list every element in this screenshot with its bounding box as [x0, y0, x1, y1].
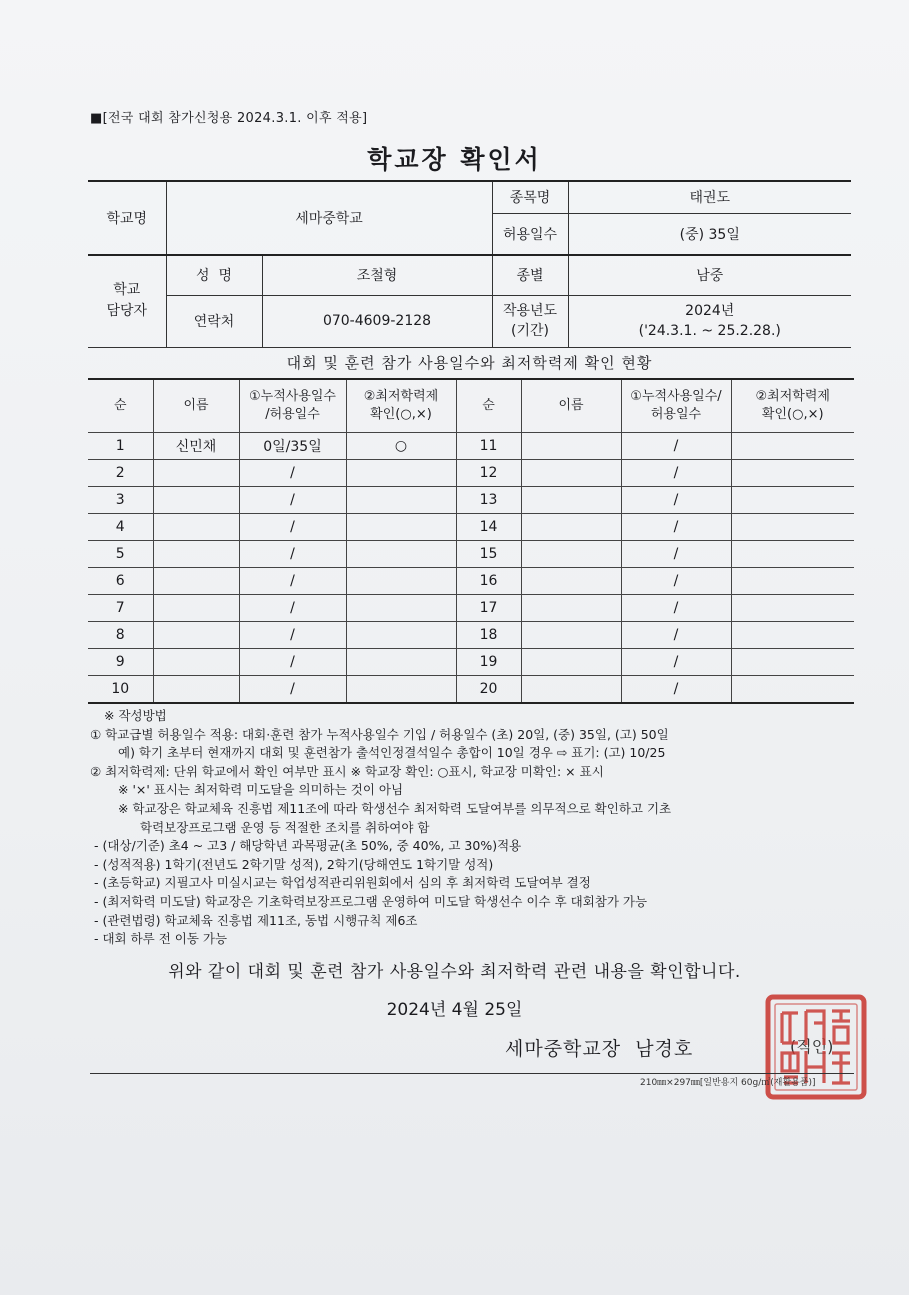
header-note: ■[전국 대회 참가신청용 2024.3.1. 이후 적용]: [90, 111, 368, 126]
row-number-right: 16: [456, 568, 521, 595]
academic-check: [346, 622, 456, 649]
name-value: 조철형: [262, 255, 492, 295]
used-days-right: /: [621, 622, 731, 649]
note-line: 예) 학기 초부터 현재까지 대회 및 훈련참가 출석인정결석일수 총합이 10일 경우 ⇨ 표기: (고) 10/25: [118, 745, 666, 761]
student-name: 신민채: [153, 433, 239, 460]
student-name: [153, 541, 239, 568]
used-days: /: [239, 514, 346, 541]
table-row: [88, 487, 854, 514]
table-row: [88, 649, 854, 676]
used-days: /: [239, 676, 346, 704]
manager-label-line2: 담당자: [106, 303, 148, 320]
confirmation-statement: 위와 같이 대회 및 훈련 참가 사용일수와 최저학력 관련 내용을 확인합니다.: [168, 962, 741, 982]
academic-check-right: [731, 460, 854, 487]
used-days-right: /: [621, 514, 731, 541]
student-name: [153, 649, 239, 676]
student-name: [153, 568, 239, 595]
year-label-line1: 작용년도: [502, 302, 558, 319]
table-row: [88, 433, 854, 460]
table-row: [88, 595, 854, 622]
page-title: 학교장 확인서: [367, 145, 542, 174]
academic-check-right: [731, 595, 854, 622]
year-value-line1: 2024년: [685, 302, 735, 319]
student-name-right: [521, 676, 621, 704]
student-name-right: [521, 460, 621, 487]
row-number-right: 14: [456, 514, 521, 541]
row-number-right: 17: [456, 595, 521, 622]
academic-check-right: [731, 568, 854, 595]
used-days: /: [239, 460, 346, 487]
note-line: - (관련법령) 학교체육 진흥법 제11조, 동법 시행규칙 제6조: [94, 912, 418, 928]
col-header-no-right: 순: [456, 379, 521, 433]
table-row: [88, 676, 854, 704]
row-number: 7: [88, 595, 153, 622]
col-header-name-right: 이름: [521, 379, 621, 433]
division-label: 종별: [492, 255, 568, 295]
col-header-days-right-line2: 허용일수: [650, 407, 702, 422]
year-label-line2: (기간): [511, 323, 549, 339]
row-number-right: 19: [456, 649, 521, 676]
row-number: 6: [88, 568, 153, 595]
note-line: 학력보장프로그램 운영 등 적절한 조치를 취하여야 함: [140, 819, 430, 835]
col-header-academic-line2: 확인(○,×): [370, 407, 432, 422]
note-line: ② 최저학력제: 단위 학교에서 확인 여부만 표시 ※ 학교장 확인: ○표시, 학교장 미확인: × 표시: [90, 763, 604, 779]
student-name: [153, 460, 239, 487]
row-number: 8: [88, 622, 153, 649]
contact-label: 연락처: [166, 295, 262, 347]
allowed-days-value: (중) 35일: [568, 213, 851, 255]
used-days: /: [239, 568, 346, 595]
col-header-days-line1: ①누적사용일수: [248, 389, 336, 405]
used-days-right: /: [621, 676, 731, 704]
note-line: - 대회 하루 전 이동 가능: [94, 931, 228, 947]
row-number: 4: [88, 514, 153, 541]
table-row: [88, 514, 854, 541]
row-number-right: 20: [456, 676, 521, 704]
col-header-name: 이름: [153, 379, 239, 433]
used-days-right: /: [621, 433, 731, 460]
division-value: 남중: [568, 255, 851, 295]
row-number-right: 13: [456, 487, 521, 514]
student-name-right: [521, 595, 621, 622]
used-days: 0일/35일: [239, 433, 346, 460]
student-name-right: [521, 487, 621, 514]
row-number-right: 11: [456, 433, 521, 460]
row-number-right: 18: [456, 622, 521, 649]
writing-instructions: [90, 707, 865, 949]
event-value: 태권도: [568, 181, 851, 213]
table-row: [88, 541, 854, 568]
col-header-academic-right-line2: 확인(○,×): [761, 407, 824, 422]
roster-header-row: [88, 379, 854, 433]
academic-check-right: [731, 514, 854, 541]
used-days-right: /: [621, 541, 731, 568]
row-number: 9: [88, 649, 153, 676]
manager-label: [88, 255, 166, 347]
year-value-line2: ('24.3.1. ~ 25.2.28.): [638, 323, 781, 339]
col-header-days: [239, 379, 346, 433]
academic-check-right: [731, 622, 854, 649]
contact-value: 070-4609-2128: [262, 295, 492, 347]
academic-check-right: [731, 676, 854, 704]
student-name-right: [521, 622, 621, 649]
col-header-academic-right: [731, 379, 854, 433]
academic-check: [346, 541, 456, 568]
school-label: 학교명: [88, 181, 166, 255]
year-label: [492, 295, 568, 347]
col-header-no: 순: [88, 379, 153, 433]
academic-check: [346, 568, 456, 595]
col-header-academic-line1: ②최저학력제: [363, 389, 439, 405]
manager-label-line1: 학교: [113, 282, 141, 299]
roster-table: [88, 378, 854, 704]
seal-label: (직인): [790, 1037, 834, 1056]
allowed-days-label: 허용일수: [492, 213, 568, 255]
issue-date: 2024년 4월 25일: [386, 1000, 523, 1020]
note-line: - (대상/기준) 초4 ~ 고3 / 해당학년 과목평균(초 50%, 중 40%, 고 30%)적용: [94, 838, 522, 854]
col-header-days-right-line1: ①누적사용일수/: [630, 389, 722, 405]
used-days: /: [239, 595, 346, 622]
student-name-right: [521, 649, 621, 676]
used-days-right: /: [621, 568, 731, 595]
student-name-right: [521, 433, 621, 460]
academic-check: [346, 649, 456, 676]
note-line: - (성적적용) 1학기(전년도 2학기말 성적), 2학기(당해연도 1학기말 성적): [94, 856, 494, 872]
academic-check-right: [731, 649, 854, 676]
row-number-right: 12: [456, 460, 521, 487]
student-name-right: [521, 514, 621, 541]
student-name-right: [521, 541, 621, 568]
academic-check-right: [731, 541, 854, 568]
academic-check-right: [731, 487, 854, 514]
student-name: [153, 676, 239, 704]
col-header-academic: [346, 379, 456, 433]
student-name: [153, 514, 239, 541]
academic-check-right: [731, 433, 854, 460]
used-days: /: [239, 649, 346, 676]
row-number: 1: [88, 433, 153, 460]
row-number-right: 15: [456, 541, 521, 568]
student-name-right: [521, 568, 621, 595]
student-name: [153, 622, 239, 649]
row-number: 2: [88, 460, 153, 487]
note-line: ※ 학교장은 학교체육 진흥법 제11조에 따라 학생선수 최저학력 도달여부를 의무적으로 확인하고 기초: [118, 800, 672, 816]
note-line: - (초등학교) 지필고사 미실시교는 학업성적관리위원회에서 심의 후 최저학력 도달여부 결정: [94, 875, 591, 891]
bottom-divider: [90, 1073, 854, 1074]
row-number: 3: [88, 487, 153, 514]
used-days: /: [239, 622, 346, 649]
name-label: 성 명: [166, 255, 262, 295]
row-number: 10: [88, 676, 153, 704]
academic-check: [346, 595, 456, 622]
col-header-days-right: [621, 379, 731, 433]
principal-signature: 세마중학교장 남경호: [505, 1038, 694, 1060]
year-value: [568, 295, 851, 347]
academic-check: [346, 514, 456, 541]
table-row: [88, 622, 854, 649]
used-days-right: /: [621, 649, 731, 676]
col-header-days-line2: /허용일수: [265, 407, 320, 422]
academic-check: ○: [346, 433, 456, 460]
event-label: 종목명: [492, 181, 568, 213]
table-row: [88, 460, 854, 487]
academic-check: [346, 487, 456, 514]
school-info-table: [88, 180, 851, 348]
section-title: 대회 및 훈련 참가 사용일수와 최저학력제 확인 현황: [286, 354, 653, 372]
used-days-right: /: [621, 487, 731, 514]
row-number: 5: [88, 541, 153, 568]
academic-check: [346, 676, 456, 704]
used-days: /: [239, 541, 346, 568]
note-line: ※ 작성방법: [104, 708, 167, 723]
paper-spec: 210㎜×297㎜[일반용지 60g/㎡(재활용품)]: [640, 1078, 816, 1088]
note-line: ※ '×' 표시는 최저학력 미도달을 의미하는 것이 아님: [118, 782, 404, 798]
note-line: - (최저학력 미도달) 학교장은 기초학력보장프로그램 운영하여 미도달 학생선수 이수 후 대회참가 가능: [94, 893, 648, 909]
school-name: 세마중학교: [166, 181, 492, 255]
academic-check: [346, 460, 456, 487]
used-days: /: [239, 487, 346, 514]
col-header-academic-right-line1: ②최저학력제: [755, 389, 830, 405]
table-row: [88, 568, 854, 595]
used-days-right: /: [621, 595, 731, 622]
student-name: [153, 595, 239, 622]
used-days-right: /: [621, 460, 731, 487]
student-name: [153, 487, 239, 514]
note-line: ① 학교급별 허용일수 적용: 대회·훈련 참가 누적사용일수 기입 / 허용일수 (초) 20일, (중) 35일, (고) 50일: [90, 726, 669, 742]
